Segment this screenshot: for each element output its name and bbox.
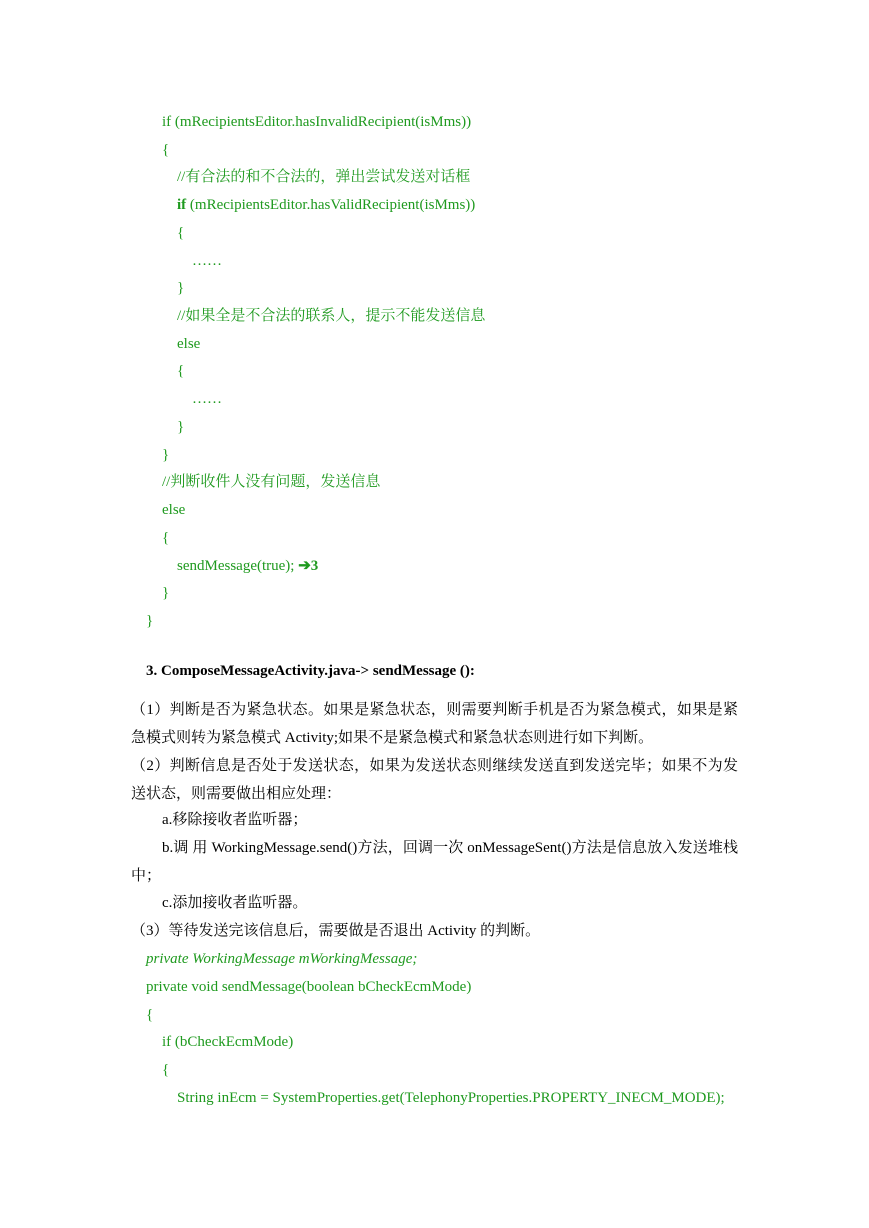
code-line: String inEcm = SystemProperties.get(TelephonyProperties.PROPERTY_INECM_MODE); [177, 1090, 725, 1106]
paragraph-3: （3）等待发送完该信息后，需要做是否退出 Activity 的判断。 [131, 923, 541, 939]
code-line [177, 196, 475, 214]
code-line: { [177, 363, 185, 379]
code-line: } [177, 419, 185, 435]
paragraph-2: （2）判断信息是否处于发送状态，如果为发送状态则继续发送直到发送完毕；如果不为发送状态，则需要做出相应处理： [131, 758, 738, 802]
code-line: else [177, 336, 201, 352]
list-item-b: b.调 用 WorkingMessage.send()方法，回调一次 onMessageSent()方法是信息放入发送堆栈中； [131, 840, 738, 884]
code-line: { [177, 225, 185, 241]
code-line: } [146, 613, 154, 629]
code-line: …… [192, 253, 222, 269]
code-line: private WorkingMessage mWorkingMessage; [146, 951, 418, 967]
code-line: if (mRecipientsEditor.hasInvalidRecipient(isMms)) [162, 114, 472, 130]
code-line [177, 557, 318, 575]
code-comment: //如果全是不合法的联系人，提示不能发送信息 [177, 308, 486, 324]
code-line: else [162, 502, 186, 518]
code-line: private void sendMessage(boolean bCheckEcmMode) [146, 979, 472, 995]
code-line: if (bCheckEcmMode) [162, 1034, 294, 1050]
code-comment: //判断收件人没有问题，发送信息 [162, 474, 381, 490]
list-item-c: c.添加接收者监听器。 [162, 895, 308, 911]
code-keyword: if [177, 197, 187, 213]
code-line: } [177, 280, 185, 296]
arrow-icon: ➔3 [298, 558, 319, 574]
code-text: sendMessage(true); [177, 558, 299, 574]
list-item-a: a.移除接收者监听器； [162, 812, 308, 828]
code-line: { [162, 530, 170, 546]
section-heading: 3. ComposeMessageActivity.java-> sendMessage (): [146, 663, 475, 679]
code-line: …… [192, 391, 222, 407]
code-line: } [162, 585, 170, 601]
code-text: (mRecipientsEditor.hasValidRecipient(isMms)) [186, 197, 476, 213]
code-line: { [162, 142, 170, 158]
code-line: } [162, 447, 170, 463]
code-comment: //有合法的和不合法的，弹出尝试发送对话框 [177, 169, 471, 185]
paragraph-1: （1）判断是否为紧急状态。如果是紧急状态，则需要判断手机是否为紧急模式，如果是紧急模式则转为紧急模式 Activity;如果不是紧急模式和紧急状态则进行如下判断。 [131, 702, 738, 746]
code-line: { [162, 1062, 170, 1078]
code-line: { [146, 1007, 154, 1023]
